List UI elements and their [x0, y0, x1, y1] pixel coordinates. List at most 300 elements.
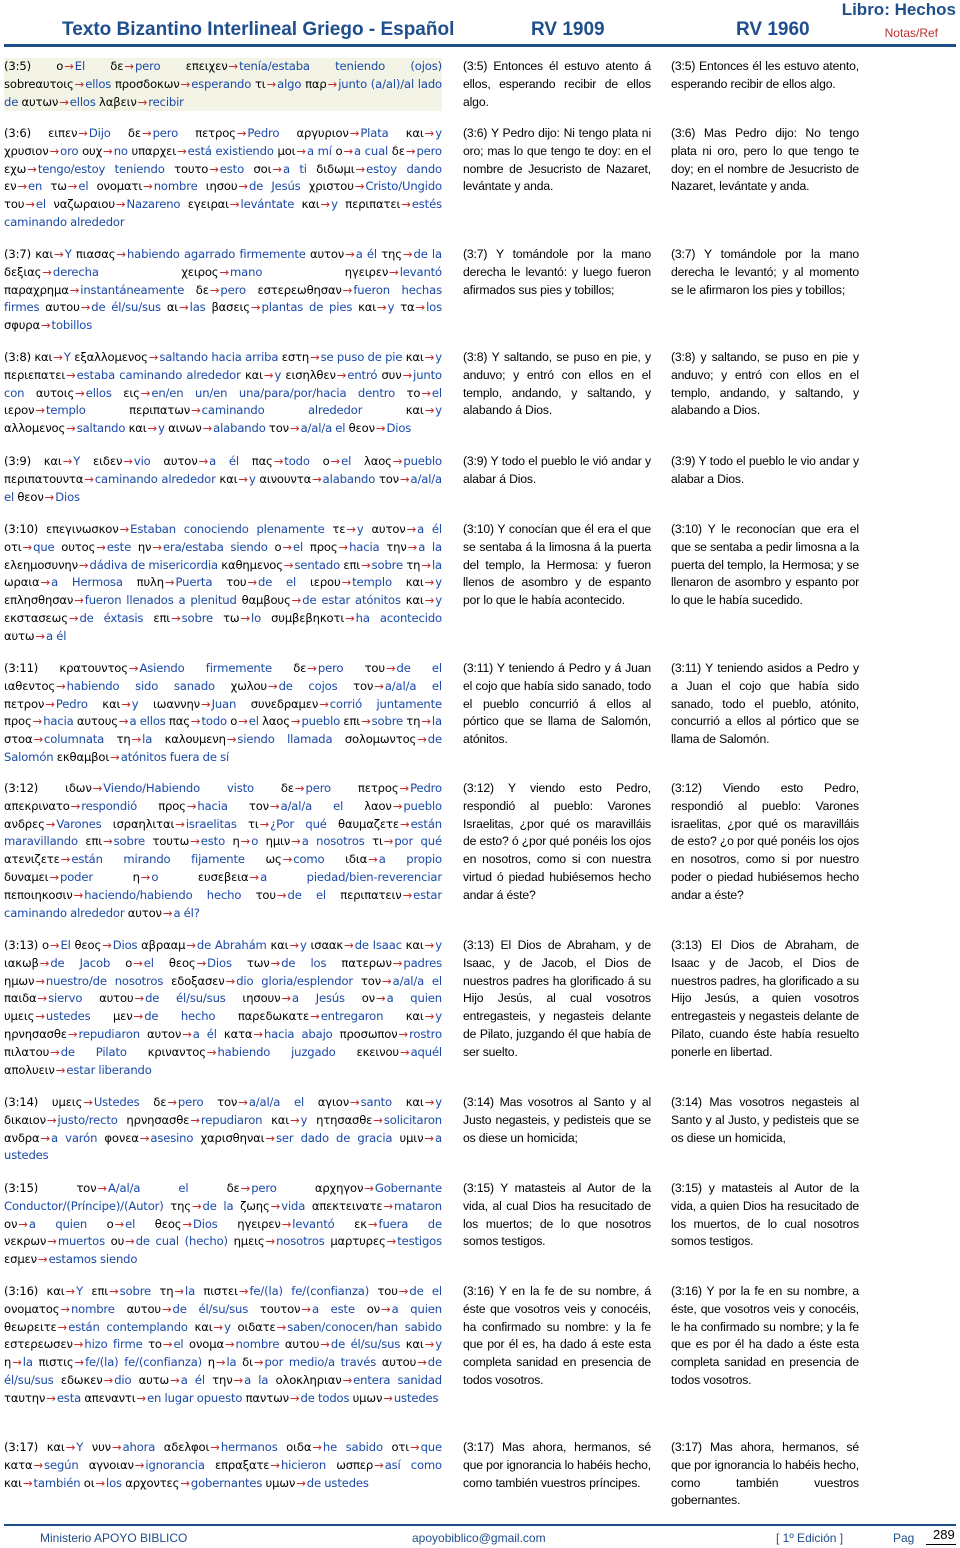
spanish-gloss: y	[331, 197, 338, 212]
spanish-gloss: Varones	[56, 816, 102, 831]
arrow-icon: →	[33, 1457, 44, 1472]
arrow-icon: →	[68, 610, 79, 625]
greek-word: τον	[353, 678, 374, 693]
spanish-gloss: a Jesús	[292, 991, 345, 1006]
greek-word: και	[244, 367, 263, 382]
spanish-gloss: así como	[384, 1457, 442, 1472]
greek-word: εστερεωθησαν	[257, 282, 342, 297]
spanish-gloss: habiendo sido sanado	[66, 678, 215, 693]
arrow-icon: →	[35, 628, 46, 643]
arrow-icon: →	[83, 1095, 93, 1109]
page-header	[0, 0, 960, 48]
spanish-gloss: tobillos	[51, 318, 93, 333]
spanish-gloss: de ustedes	[306, 1475, 369, 1490]
page-number: 289	[933, 1527, 955, 1542]
greek-word: αβρααμ	[141, 938, 186, 952]
arrow-icon: →	[240, 610, 251, 625]
greek-interlinear-text	[4, 246, 442, 335]
greek-word: θεος	[168, 955, 196, 970]
arrow-icon: →	[25, 197, 35, 212]
verse-reference: (3:14)	[4, 1095, 52, 1109]
arrow-icon: →	[402, 367, 413, 382]
spanish-gloss: algo	[277, 76, 302, 91]
arrow-icon: →	[74, 1355, 85, 1370]
greek-word: υμων	[265, 1475, 296, 1490]
greek-word: αι	[166, 300, 179, 315]
spanish-gloss: la	[431, 714, 442, 729]
arrow-icon: →	[49, 938, 60, 952]
spanish-gloss: Dios	[55, 489, 80, 504]
arrow-icon: →	[415, 300, 426, 315]
arrow-icon: →	[406, 522, 417, 536]
spanish-gloss: esperando	[191, 76, 252, 91]
spanish-gloss: fe/(la) fe/(confianza)	[85, 1355, 203, 1370]
spanish-gloss: asesino	[150, 1130, 194, 1145]
greek-word: εις	[123, 385, 140, 400]
arrow-icon: →	[74, 593, 84, 608]
arrow-icon: →	[102, 938, 112, 952]
arrow-icon: →	[236, 126, 247, 140]
spanish-gloss: el	[125, 1216, 136, 1231]
arrow-icon: →	[123, 454, 133, 468]
arrow-icon: →	[40, 1130, 51, 1145]
greek-word: επραξατε	[214, 1457, 270, 1472]
greek-word: θεος	[154, 1216, 182, 1231]
greek-word: αυτων	[21, 94, 59, 109]
arrow-icon: →	[383, 1390, 393, 1405]
arrow-icon: →	[125, 1234, 135, 1249]
spanish-gloss: el	[341, 454, 352, 468]
greek-word: ιακωβ	[4, 955, 39, 970]
arrow-icon: →	[374, 1457, 384, 1472]
greek-word: η	[132, 869, 140, 884]
greek-word: ον	[361, 991, 375, 1006]
greek-word: η	[232, 834, 240, 849]
greek-word: της	[381, 247, 402, 261]
spanish-gloss: la	[185, 1284, 196, 1298]
arrow-icon: →	[270, 1457, 280, 1472]
spanish-gloss: estoy dando	[366, 161, 442, 176]
greek-word: χαρισθηναι	[200, 1130, 265, 1145]
greek-word: χειρος	[181, 264, 219, 279]
arrow-icon: →	[134, 991, 145, 1006]
arrow-icon: →	[210, 1440, 220, 1454]
greek-word: και	[219, 471, 238, 486]
spanish-gloss: de Abrahám	[196, 938, 267, 952]
greek-word: αρχοντες	[125, 1475, 180, 1490]
arrow-icon: →	[12, 1355, 22, 1370]
greek-word: και	[405, 1095, 424, 1109]
spanish-gloss: testigos	[397, 1234, 442, 1249]
notes-label: Notas/Ref	[884, 26, 938, 40]
arrow-icon: →	[250, 300, 261, 315]
greek-word: απεκρινατο	[4, 798, 70, 813]
rv1960-text: (3:9) Y todo el pueblo le vio andar y alabar a Dios.	[671, 454, 859, 486]
spanish-gloss: nombre	[235, 1337, 280, 1352]
spanish-gloss: hacia	[349, 539, 380, 554]
greek-word: εκστασεως	[4, 610, 68, 625]
spanish-gloss: siervo	[48, 991, 83, 1006]
arrow-icon: →	[40, 575, 51, 590]
spanish-gloss: Gobernante Conductor/(Príncipe)/(Autor)	[4, 1181, 442, 1213]
arrow-icon: →	[402, 887, 413, 902]
greek-word: δε	[195, 282, 209, 297]
greek-word: αυτου	[45, 300, 80, 315]
greek-word: αυτω	[138, 1372, 170, 1387]
spanish-gloss: y	[435, 1337, 442, 1352]
greek-word: ως	[265, 852, 282, 867]
rv1960-text: (3:17) Mas ahora, hermanos, sé que por ignorancia lo habéis hecho, como también vuestros gobernantes.	[671, 1440, 859, 1508]
spanish-gloss: pero	[220, 282, 246, 297]
spanish-gloss: entera sanidad	[353, 1372, 442, 1387]
spanish-gloss: y	[435, 350, 442, 364]
greek-word: πυλη	[136, 575, 164, 590]
greek-word: και	[405, 575, 424, 590]
arrow-icon: →	[131, 732, 142, 747]
spanish-gloss: pero	[152, 126, 179, 140]
spanish-gloss: Dios	[112, 938, 138, 952]
spanish-gloss: de cojos	[278, 678, 338, 693]
greek-word: νυν	[91, 1440, 111, 1454]
arrow-icon: →	[338, 539, 349, 554]
arrow-icon: →	[32, 714, 43, 729]
spanish-gloss: pueblo	[403, 454, 442, 468]
spanish-gloss: Dijo	[88, 126, 111, 140]
spanish-gloss: poder	[60, 869, 93, 884]
spanish-gloss: a quien	[391, 1301, 442, 1316]
spanish-gloss: en/en un/en una/para/por/hacia dentro	[151, 385, 396, 400]
arrow-icon: →	[39, 955, 50, 970]
arrow-icon: →	[37, 1252, 48, 1267]
rv1909-text: (3:15) Y matasteis al Autor de la vida, al cual Dios ha resucitado de los muertos; de lo que nosotros somos testigos.	[463, 1181, 651, 1249]
arrow-icon: →	[265, 1130, 275, 1145]
spanish-gloss: fe/(la) fe/(confianza)	[249, 1284, 370, 1298]
spanish-gloss: de el	[409, 1284, 442, 1298]
spanish-gloss: y	[387, 300, 395, 315]
arrow-icon: →	[238, 1284, 249, 1298]
spanish-gloss: ha acontecido	[355, 610, 442, 625]
arrow-icon: →	[289, 1390, 300, 1405]
greek-word: τι	[247, 816, 259, 831]
spanish-gloss: a la	[244, 1372, 269, 1387]
arrow-icon: →	[229, 197, 240, 212]
spanish-gloss: los	[426, 300, 442, 315]
greek-word: αυτου	[126, 1301, 161, 1316]
arrow-icon: →	[417, 1355, 427, 1370]
greek-word: ηγειρεν	[237, 1216, 281, 1231]
arrow-icon: →	[253, 1355, 264, 1370]
greek-word: πιστει	[203, 1284, 238, 1298]
greek-word: παντων	[245, 1390, 289, 1405]
rv1909-text: (3:12) Y viendo esto Pedro, respondió al pueblo: Varones Israelitas, ¿por qué os maravilláis de esto? ó ¿por qué ponéis los ojos en nosotros, como si con nuestra virtud ó piedad hubiésemos hecho andar á éste?	[463, 781, 651, 902]
greek-word: επλησθησαν	[4, 593, 74, 608]
spanish-gloss: a ti	[282, 161, 307, 176]
greek-word: ημων	[4, 973, 35, 988]
greek-word: θαυμαζετε	[338, 816, 399, 831]
greek-word: ωσπερ	[336, 1457, 374, 1472]
book-label: Libro: Hechos	[841, 0, 956, 19]
spanish-gloss: a la	[418, 539, 442, 554]
arrow-icon: →	[276, 1319, 287, 1334]
spanish-gloss: fueron llenados a plenitud	[84, 593, 237, 608]
verse-reference: (3:16)	[4, 1284, 47, 1298]
arrow-icon: →	[344, 938, 354, 952]
spanish-gloss: nuestro/de nosotros	[45, 973, 164, 988]
greek-word: περιεπατει	[4, 367, 66, 382]
arrow-icon: →	[96, 539, 106, 554]
arrow-icon: →	[367, 1216, 378, 1231]
greek-word: αυτοις	[35, 385, 75, 400]
greek-word: λαον	[364, 798, 392, 813]
arrow-icon: →	[424, 1009, 435, 1024]
spanish-gloss: hacia	[197, 798, 228, 813]
arrow-icon: →	[281, 1216, 292, 1231]
verse-reference: (3:7)	[4, 247, 36, 261]
arrow-icon: →	[424, 350, 435, 364]
arrow-icon: →	[133, 1009, 144, 1024]
greek-word: τι	[254, 76, 266, 91]
spanish-gloss: esto	[200, 834, 226, 849]
greek-word: ο	[274, 539, 282, 554]
greek-word: καλουμενη	[164, 732, 226, 747]
greek-word: ο	[56, 59, 64, 73]
spanish-gloss: A/al/a el	[108, 1181, 189, 1195]
arrow-icon: →	[238, 179, 248, 194]
arrow-icon: →	[170, 1372, 180, 1387]
spanish-gloss: ignorancia	[145, 1457, 205, 1472]
greek-word: φονεα	[104, 1130, 139, 1145]
greek-word: εκ	[354, 1216, 367, 1231]
greek-word: ισαακ	[310, 938, 344, 952]
spanish-gloss: pero	[134, 59, 161, 73]
rv1960-text: (3:13) El Dios de Abraham, de Isaac y de Jacob, el Dios de nuestros padres, ha glorificado a su Hijo Jesús, a quien vosotros entregasteis y negasteis delante de Pilato, cuando éste había resuelto ponerle en libertad.	[671, 938, 859, 1059]
greek-word: αυτον	[147, 1026, 182, 1041]
footer-rule	[4, 1524, 956, 1526]
greek-word: πετρος	[357, 781, 399, 795]
arrow-icon: →	[60, 852, 71, 867]
spanish-gloss: sobre	[371, 557, 404, 572]
rv1909-text: (3:10) Y conocían que él era el que se sentaba á la limosna á la puerta del templo, la Hermosa: y fueron llenos de asombro y de espanto por lo que le había acontecido.	[463, 522, 651, 608]
greek-word: απεκτεινατε	[311, 1198, 383, 1213]
arrow-icon: →	[69, 282, 80, 297]
spanish-gloss: de él/su/sus	[4, 1355, 442, 1387]
arrow-icon: →	[273, 454, 284, 468]
greek-word: πας	[251, 454, 273, 468]
greek-word: ειπεν	[48, 126, 78, 140]
spanish-gloss: ahora	[122, 1440, 156, 1454]
greek-word: θεον	[17, 489, 44, 504]
spanish-gloss: y	[300, 1112, 308, 1127]
page-label: Pag	[893, 1531, 915, 1545]
spanish-gloss: a varón	[51, 1130, 98, 1145]
greek-word: τον	[217, 1095, 238, 1109]
rv1960-text: (3:6) Mas Pedro dijo: No tengo plata ni oro, pero lo que tengo te doy; en el nombre de Jesucristo de Nazaret, levántate y anda.	[671, 126, 859, 194]
spanish-gloss: de él/su/sus	[91, 300, 161, 315]
spanish-gloss: o	[151, 869, 159, 884]
spanish-gloss: padres	[403, 955, 442, 970]
verse-reference: (3:8)	[4, 350, 35, 364]
arrow-icon: →	[219, 264, 230, 279]
spanish-gloss: nombre	[70, 1301, 115, 1316]
arrow-icon: →	[373, 1112, 383, 1127]
rv1909-text: (3:8) Y saltando, se puso en pie, y anduvo; y entró con ellos en el templo, andando, y saltando, y alabando á Dios.	[463, 350, 651, 418]
spanish-gloss: de Pilato	[60, 1044, 127, 1059]
spanish-gloss: todo	[284, 454, 310, 468]
spanish-gloss: Juan	[211, 696, 237, 711]
arrow-icon: →	[115, 197, 126, 212]
spanish-gloss: Viendo/Habiendo visto	[103, 781, 254, 795]
greek-word: και	[102, 696, 121, 711]
arrow-icon: →	[247, 575, 258, 590]
greek-word: παρεδωκατε	[237, 1009, 310, 1024]
arrow-icon: →	[46, 1112, 57, 1127]
greek-word: του	[377, 1284, 398, 1298]
email-link[interactable]: apoyobiblico@gmail.com	[412, 1531, 546, 1545]
greek-word: θεον	[348, 421, 375, 436]
spanish-gloss: de él/su/sus	[172, 1301, 249, 1316]
arrow-icon: →	[137, 94, 148, 109]
spanish-gloss: gobernantes	[190, 1475, 263, 1490]
spanish-gloss: estés caminando alrededor	[4, 197, 442, 229]
arrow-icon: →	[164, 575, 175, 590]
greek-word: ελεημοσυνην	[4, 557, 78, 572]
greek-word: δε	[280, 781, 294, 795]
ministry-name: Ministerio APOYO BIBLICO	[40, 1531, 188, 1545]
arrow-icon: →	[320, 197, 331, 212]
spanish-gloss: el	[35, 197, 46, 212]
greek-word: τη	[159, 1284, 174, 1298]
greek-word: και	[34, 350, 53, 364]
arrow-icon: →	[355, 161, 366, 176]
rv1909-text: (3:11) Y teniendo á Pedro y á Juan el cojo que había sido sanado, todo el pueblo concurrió á ellos al pórtico que se llama de Salomón, atónitos.	[463, 661, 651, 747]
greek-word: αυτου	[99, 991, 134, 1006]
spanish-gloss: a/al/a el	[248, 1095, 305, 1109]
spanish-gloss: de los	[281, 955, 327, 970]
greek-word: επειχεν	[185, 59, 228, 73]
spanish-gloss: El	[74, 59, 86, 73]
arrow-icon: →	[213, 1319, 224, 1334]
arrow-icon: →	[186, 938, 196, 952]
verse-reference: (3:12)	[4, 781, 66, 795]
spanish-gloss: junto con	[4, 367, 442, 400]
greek-word: πιλατου	[4, 1044, 50, 1059]
greek-word: του	[255, 887, 276, 902]
arrow-icon: →	[109, 1284, 119, 1298]
arrow-icon: →	[33, 732, 44, 747]
arrow-icon: →	[103, 143, 113, 158]
spanish-gloss: fuera de	[378, 1216, 442, 1231]
spanish-gloss: era/estaba siendo	[162, 539, 268, 554]
arrow-icon: →	[374, 678, 384, 693]
greek-word: και	[128, 421, 147, 436]
arrow-icon: →	[35, 973, 45, 988]
greek-word: τι	[372, 834, 383, 849]
spanish-gloss: la	[22, 1355, 33, 1370]
arrow-icon: →	[201, 696, 211, 711]
greek-word: ονοματος	[4, 1301, 60, 1316]
greek-word: ιερον	[4, 403, 35, 418]
arrow-icon: →	[330, 454, 341, 468]
arrow-icon: →	[35, 1009, 45, 1024]
arrow-icon: →	[53, 350, 63, 364]
spanish-gloss: de Salomón	[4, 732, 442, 764]
arrow-icon: →	[161, 1301, 172, 1316]
spanish-gloss: estamos siendo	[48, 1252, 138, 1267]
spanish-gloss: pero	[317, 661, 344, 675]
spanish-gloss: atónitos fuera de sí	[120, 749, 230, 764]
verse-reference: (3:13)	[4, 938, 42, 952]
spanish-gloss: justo/recto	[57, 1112, 118, 1127]
rv1909-text: (3:14) Mas vosotros al Santo y al Justo negasteis, y pedisteis que se os diese un homicida;	[463, 1095, 651, 1145]
greek-word: τουτο	[174, 161, 209, 176]
spanish-gloss: dio gloria/esplendor	[236, 973, 354, 988]
spanish-gloss: y	[158, 421, 165, 436]
greek-word: ιδια	[345, 852, 368, 867]
spanish-gloss: corrió juntamente	[329, 696, 442, 711]
greek-word: ο	[322, 454, 330, 468]
verse-reference: (3:6)	[4, 126, 49, 140]
spanish-gloss: estar liberando	[66, 1062, 152, 1077]
arrow-icon: →	[206, 1044, 217, 1059]
greek-word: το	[148, 1337, 162, 1352]
arrow-icon: →	[424, 575, 435, 590]
greek-word: και	[405, 938, 424, 952]
arrow-icon: →	[375, 421, 386, 436]
arrow-icon: →	[350, 1095, 360, 1109]
spanish-gloss: dádiva de misericordia	[89, 557, 218, 572]
spanish-gloss: sobre	[119, 1284, 152, 1298]
greek-word: ιαθεντος	[4, 678, 56, 693]
spanish-gloss: Dios	[386, 421, 412, 436]
greek-interlinear-text	[4, 1094, 442, 1165]
greek-word: παραχρημα	[4, 282, 69, 297]
arrow-icon: →	[37, 991, 48, 1006]
arrow-icon: →	[399, 471, 410, 486]
greek-word: τη	[406, 557, 421, 572]
arrow-icon: →	[64, 59, 74, 73]
spanish-gloss: Y	[64, 247, 72, 261]
arrow-icon: →	[147, 421, 158, 436]
spanish-gloss: nosotros	[276, 1234, 325, 1249]
arrow-icon: →	[296, 143, 306, 158]
spanish-gloss: y	[274, 367, 282, 382]
arrow-icon: →	[140, 385, 151, 400]
arrow-icon: →	[124, 59, 134, 73]
spanish-gloss: ellos	[85, 385, 112, 400]
spanish-gloss: sobre	[113, 834, 146, 849]
rv1909-text: (3:16) Y en la fe de su nombre, á éste que vosotros veis y conocéis, ha confirmado su nombre: y la fe que por él es, ha dado á este esta completa sanidad en presencia de todos vosotros.	[463, 1284, 651, 1387]
spanish-gloss: de hecho	[144, 1009, 216, 1024]
arrow-icon: →	[103, 834, 113, 849]
arrow-icon: →	[238, 1095, 248, 1109]
greek-word: τη	[116, 732, 131, 747]
greek-word: ην	[137, 539, 152, 554]
greek-word: η	[207, 1355, 215, 1370]
arrow-icon: →	[272, 161, 282, 176]
spanish-gloss: de Jacob	[50, 955, 111, 970]
greek-word: συν	[381, 367, 402, 382]
greek-word: και	[301, 197, 320, 212]
spanish-gloss: están maravillando	[4, 816, 442, 849]
greek-word: τον	[360, 973, 382, 988]
greek-word: αινων	[168, 421, 202, 436]
greek-word: προς	[158, 798, 186, 813]
verse-reference: (3:10)	[4, 522, 46, 536]
greek-word: ο	[335, 143, 343, 158]
arrow-icon: →	[67, 1026, 78, 1041]
arrow-icon: →	[45, 816, 56, 831]
greek-word: δι	[242, 1355, 253, 1370]
